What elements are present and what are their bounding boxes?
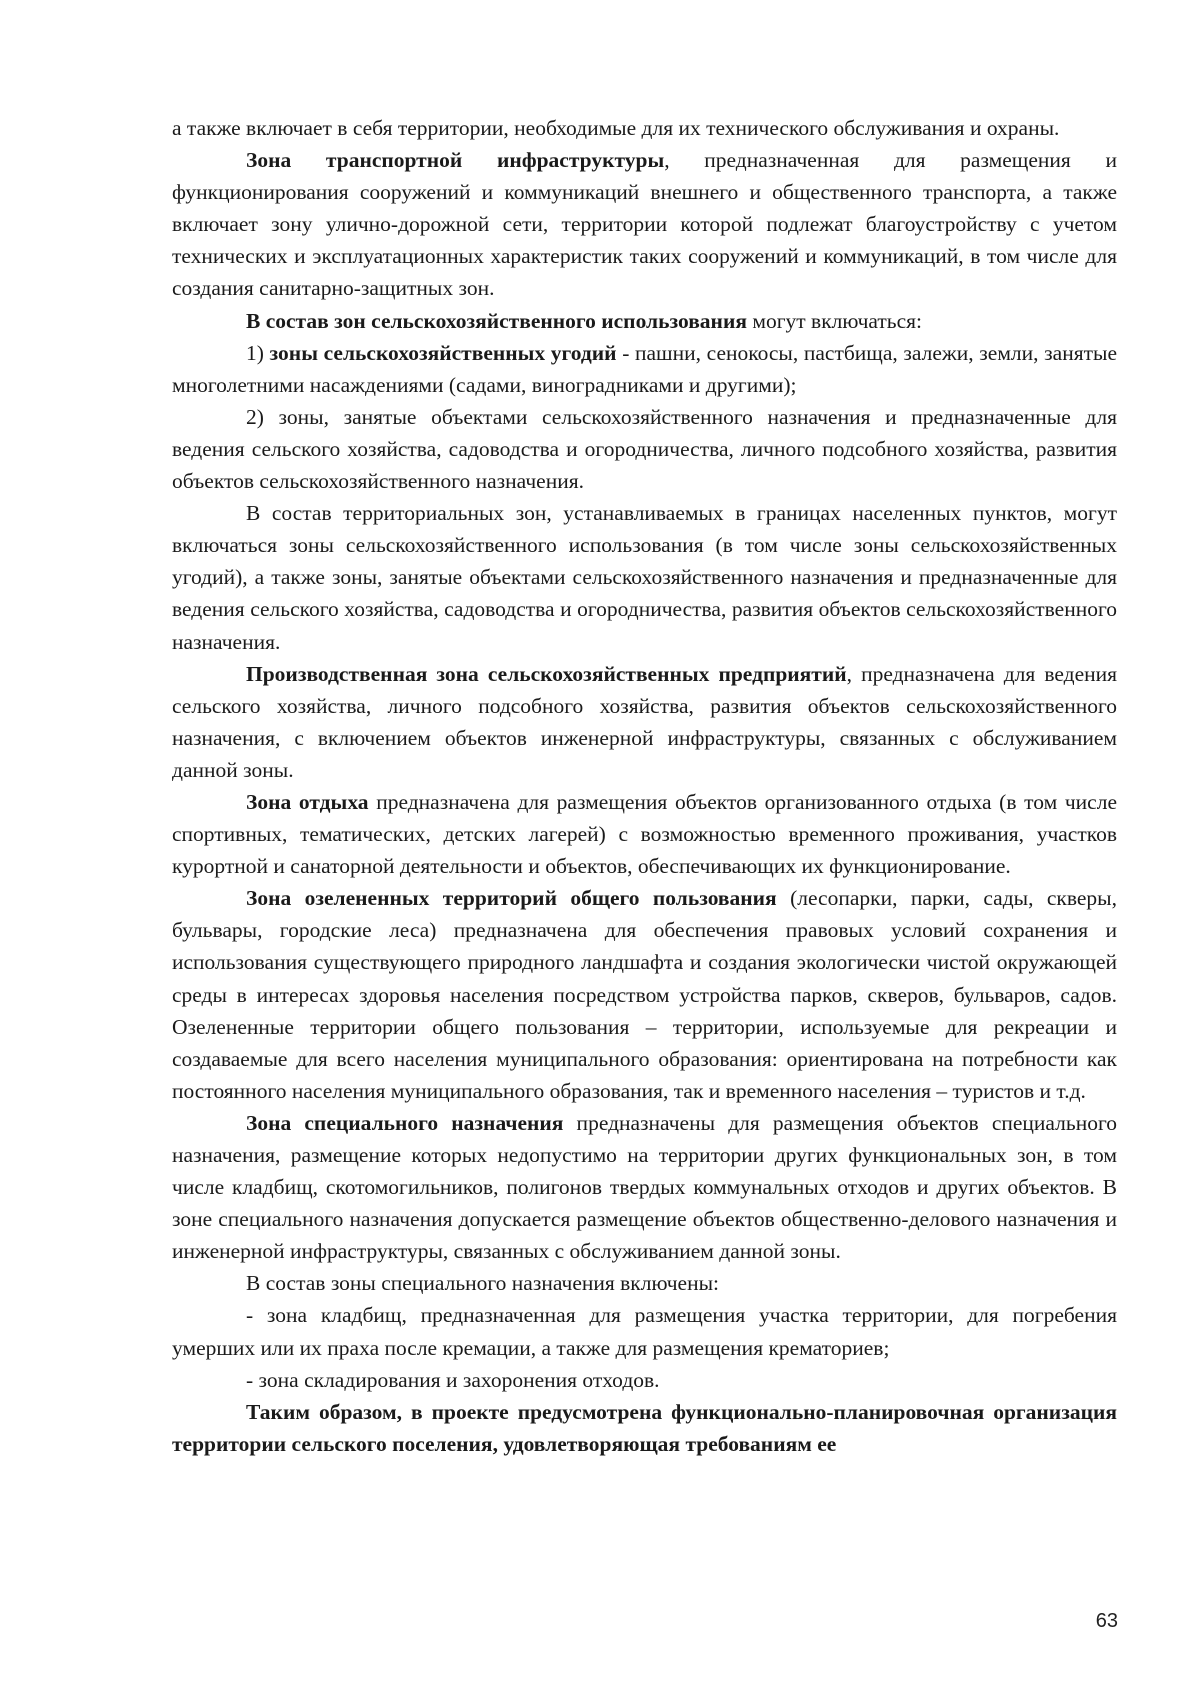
list-marker: 1) — [246, 340, 270, 365]
paragraph-cemetery-zone — [172, 1299, 1117, 1363]
paragraph-text: (лесопарки, парки, сады, скверы, бульвары, городские леса) предназначена для обеспечения правовых условий сохранения и использования существующего природного ландшафта и создания экологически чистой окружающей среды в интересах здоровья населения посредством устройства парков, скверов, бульваров, садов. Озелененные территории общего пользования – территории, используемые для рекреации и создаваемые для всего населения муниципального образования: ориентирована на потребности как постоянного населения муниципального образования, так и временного населения – туристов и т.д. — [172, 886, 1118, 1103]
paragraph-heading: Зона отдыха — [246, 789, 369, 814]
paragraph-conclusion — [172, 1396, 1117, 1460]
paragraph-recreation-zone — [172, 786, 1117, 882]
paragraph-heading: Зона транспортной инфраструктуры — [246, 148, 665, 173]
paragraph-text: - пашни, сенокосы, пастбища, залежи, земли, занятые многолетними насаждениями (садами, виноградниками и другими); — [172, 340, 1117, 397]
paragraph-production-zone — [172, 658, 1117, 786]
page-number: 63 — [1095, 1610, 1118, 1632]
paragraph-special-zone — [172, 1107, 1117, 1267]
paragraph-text: - зона кладбищ, предназначенная для размещения участка территории, для погребения умерших или их праха после кремации, а также для размещения крематориев; — [172, 1303, 1117, 1360]
paragraph-special-zone-includes — [172, 1267, 1117, 1299]
paragraph-continuation — [172, 112, 1117, 144]
paragraph-text: предназначена для размещения объектов организованного отдыха (в том числе спортивных, тематических, детских лагерей) с возможностью временного проживания, участков курортной и санаторной деятельности и объектов, обеспечивающих их функционирование. — [172, 789, 1117, 879]
paragraph-text: 2) зоны, занятые объектами сельскохозяйственного назначения и предназначенные для ведения сельского хозяйства, садоводства и огородничества, личного подсобного хозяйства, развития объектов сельскохозяйственного назначения. — [172, 404, 1117, 494]
paragraph-text: предназначены для размещения объектов специального назначения, размещение которых недопустимо на территории других функциональных зон, в том числе кладбищ, скотомогильников, полигонов твердых коммунальных отходов и других объектов. В зоне специального назначения допускается размещение объектов общественно-делового назначения и инженерной инфраструктуры, связанных с обслуживанием данной зоны. — [172, 1110, 1117, 1264]
paragraph-text: , предназначена для ведения сельского хозяйства, личного подсобного хозяйства, развития объектов сельскохозяйственного назначения, с включением объектов инженерной инфраструктуры, связанных с обслуживанием данной зоны. — [172, 661, 1118, 782]
body-text — [172, 112, 1117, 1460]
paragraph-text: В состав зоны специального назначения включены: — [246, 1271, 719, 1296]
paragraph-text: , предназначенная для размещения и функционирования сооружений и коммуникаций внешнего и общественного транспорта, а также включает зону улично-дорожной сети, территории которой подлежат благоустройству с учетом технических и эксплуатационных характеристик таких сооружений и коммуникаций, в том числе для создания санитарно-защитных зон. — [172, 148, 1117, 301]
paragraph-transport-zone — [172, 144, 1117, 304]
paragraph-waste-zone — [172, 1364, 1117, 1396]
paragraph-list-item-1 — [172, 337, 1117, 401]
paragraph-heading: Таким образом, в проекте предусмотрена функционально-планировочная организация территории сельского поселения, удовлетворяющая требованиям ее — [172, 1399, 1117, 1456]
paragraph-heading: Зона озелененных территорий общего пользования — [246, 886, 777, 911]
paragraph-list-item-2 — [172, 401, 1117, 497]
paragraph-agricultural-use — [172, 305, 1117, 337]
paragraph-green-zone — [172, 882, 1117, 1107]
paragraph-text: а также включает в себя территории, необходимые для их технического обслуживания и охраны. — [172, 116, 1060, 140]
paragraph-text: В состав территориальных зон, устанавливаемых в границах населенных пунктов, могут включаться зоны сельскохозяйственного использования (в том числе зоны сельскохозяйственных угодий), а также зоны, занятые объектами сельскохозяйственного назначения и предназначенные для ведения сельского хозяйства, садоводства и огородничества, развития объектов сельскохозяйственного назначения. — [172, 501, 1117, 654]
paragraph-heading: зоны сельскохозяйственных угодий — [269, 340, 617, 365]
paragraph-heading: Производственная зона сельскохозяйственных предприятий — [246, 661, 847, 686]
paragraph-text: могут включаться: — [746, 308, 923, 333]
paragraph-text: - зона складирования и захоронения отходов. — [246, 1367, 660, 1392]
paragraph-territorial-zones — [172, 497, 1117, 657]
paragraph-heading: В состав зон сельскохозяйственного использования — [246, 308, 747, 333]
paragraph-heading: Зона специального назначения — [246, 1110, 564, 1135]
